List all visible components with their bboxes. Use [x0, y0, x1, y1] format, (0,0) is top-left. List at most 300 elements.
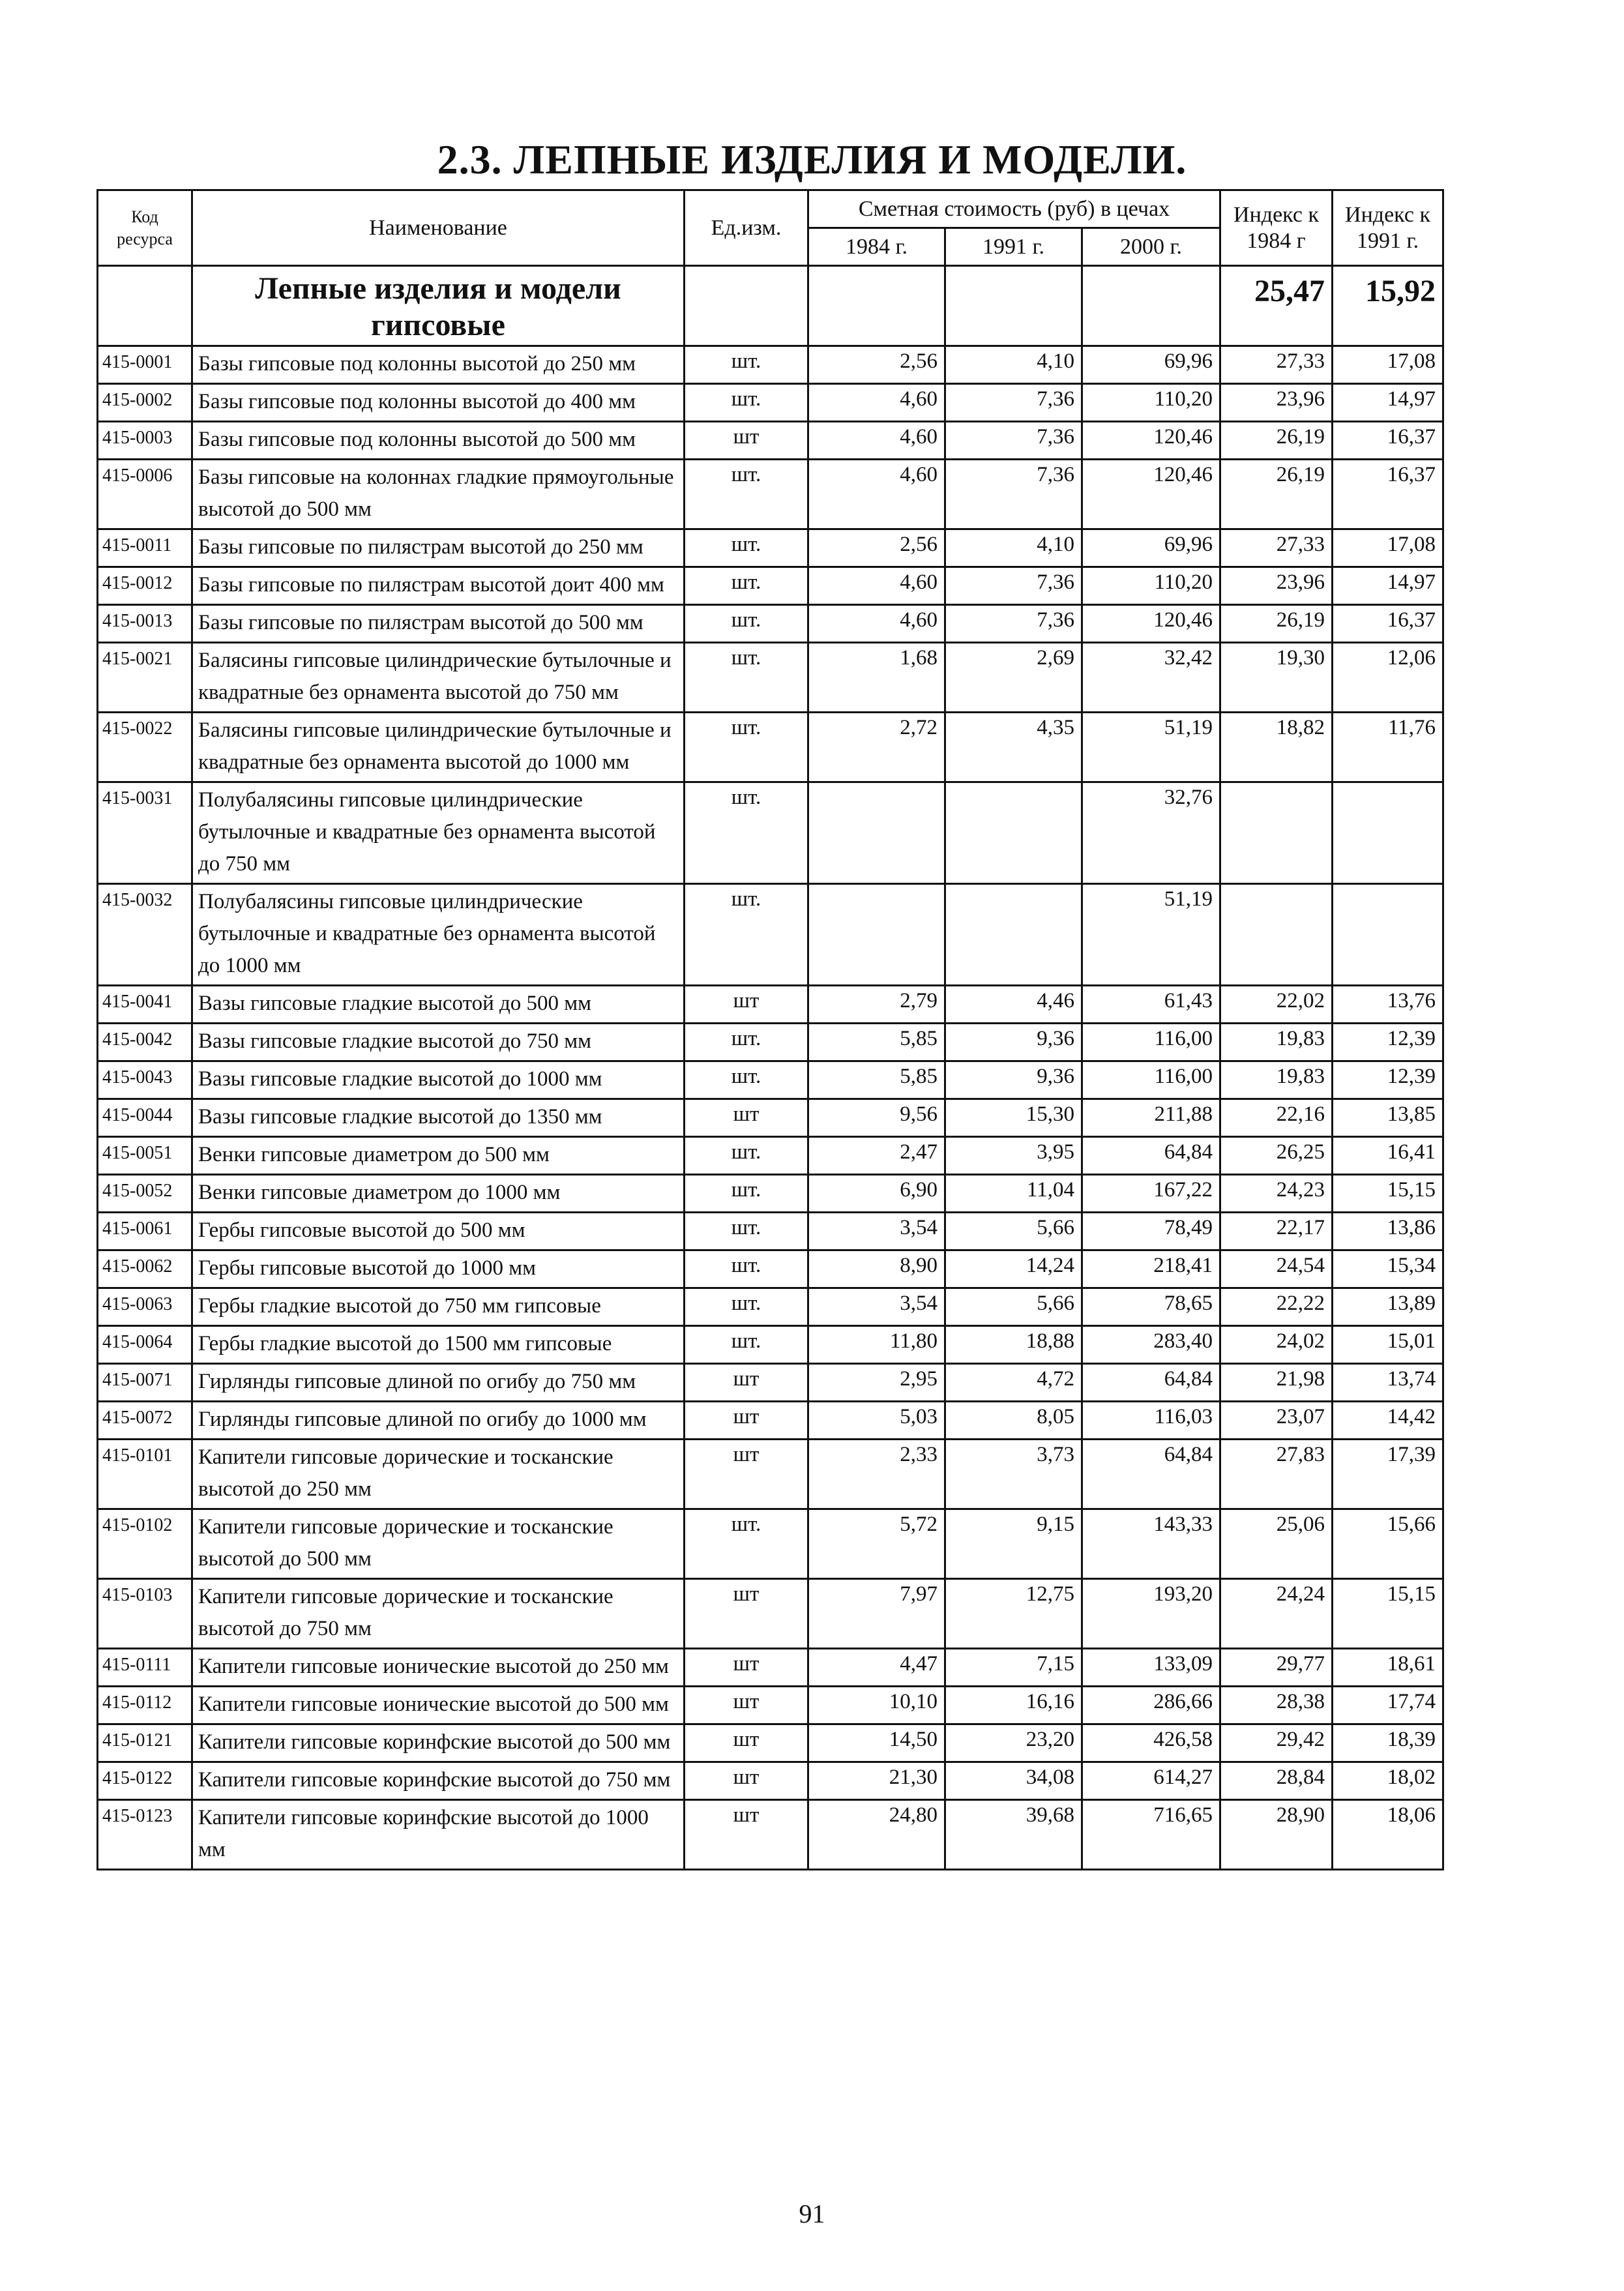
table-row: [98, 1440, 1443, 1509]
index-1984: 29,42: [1220, 1724, 1333, 1762]
item-name: Вазы гипсовые гладкие высотой до 1350 мм: [192, 1099, 685, 1137]
cost-1984: 6,90: [808, 1175, 945, 1213]
cost-1991: 7,36: [945, 422, 1082, 460]
unit: шт.: [685, 460, 808, 529]
cost-1984: 2,95: [808, 1364, 945, 1402]
item-name: Капители гипсовые коринфские высотой до 750 мм: [192, 1762, 685, 1800]
index-1991: [1333, 884, 1443, 986]
table-row: [98, 1137, 1443, 1175]
cost-1984: 5,85: [808, 1061, 945, 1099]
cost-2000: 426,58: [1082, 1724, 1220, 1762]
unit: шт.: [685, 1509, 808, 1579]
index-1991: [1333, 782, 1443, 884]
index-1984: 23,96: [1220, 567, 1333, 605]
table-row: [98, 1762, 1443, 1800]
cost-2000: 32,42: [1082, 643, 1220, 713]
cost-1991: 34,08: [945, 1762, 1082, 1800]
resource-code: 415-0022: [98, 713, 192, 782]
table-row: [98, 1213, 1443, 1250]
cost-1991: 7,36: [945, 567, 1082, 605]
cost-1984: 2,33: [808, 1440, 945, 1509]
item-name: Гирлянды гипсовые длиной по огибу до 1000 мм: [192, 1402, 685, 1440]
table-row: [98, 384, 1443, 422]
resource-code: 415-0006: [98, 460, 192, 529]
unit: шт.: [685, 782, 808, 884]
cost-1991: 14,24: [945, 1250, 1082, 1288]
table-row: [98, 1364, 1443, 1402]
item-name: Капители гипсовые дорические и тосканские высотой до 250 мм: [192, 1440, 685, 1509]
price-table: [96, 189, 1444, 1870]
index-1984: 22,16: [1220, 1099, 1333, 1137]
header-1984: 1984 г.: [808, 228, 945, 266]
index-1991: 12,06: [1333, 643, 1443, 713]
table-row: [98, 884, 1443, 986]
resource-code: 415-0071: [98, 1364, 192, 1402]
header-2000: 2000 г.: [1082, 228, 1220, 266]
cost-1991: 5,66: [945, 1213, 1082, 1250]
cost-2000: 716,65: [1082, 1800, 1220, 1870]
table-row: [98, 1649, 1443, 1687]
cost-2000: 64,84: [1082, 1364, 1220, 1402]
index-1984: 22,02: [1220, 986, 1333, 1024]
item-name: Балясины гипсовые цилиндрические бутылочные и квадратные без орнамента высотой до 1000 мм: [192, 713, 685, 782]
table-row: [98, 1800, 1443, 1870]
cost-1991: 5,66: [945, 1288, 1082, 1326]
index-1984: 19,83: [1220, 1024, 1333, 1061]
header-1991: 1991 г.: [945, 228, 1082, 266]
unit: шт: [685, 1579, 808, 1649]
index-1984: 27,33: [1220, 529, 1333, 567]
cost-1991: 12,75: [945, 1579, 1082, 1649]
cost-1984: [808, 782, 945, 884]
cost-1984: 21,30: [808, 1762, 945, 1800]
unit: шт.: [685, 346, 808, 384]
index-1984: 24,24: [1220, 1579, 1333, 1649]
cost-2000: 78,65: [1082, 1288, 1220, 1326]
header-cost-group: Сметная стоимость (руб) в цечах: [808, 190, 1220, 228]
resource-code: 415-0052: [98, 1175, 192, 1213]
cost-1984: 4,60: [808, 460, 945, 529]
index-1984: 26,19: [1220, 422, 1333, 460]
table-row: [98, 567, 1443, 605]
resource-code: 415-0003: [98, 422, 192, 460]
section-title: Лепные изделия и модели гипсовые: [192, 266, 685, 346]
table-row: [98, 1579, 1443, 1649]
index-1984: 22,22: [1220, 1288, 1333, 1326]
index-1991: 13,74: [1333, 1364, 1443, 1402]
table-row: [98, 713, 1443, 782]
index-1984: 21,98: [1220, 1364, 1333, 1402]
item-name: Базы гипсовые под колонны высотой до 400 мм: [192, 384, 685, 422]
cost-1991: 39,68: [945, 1800, 1082, 1870]
item-name: Капители гипсовые коринфские высотой до 500 мм: [192, 1724, 685, 1762]
cost-2000: 286,66: [1082, 1687, 1220, 1724]
index-1991: 18,02: [1333, 1762, 1443, 1800]
item-name: Базы гипсовые на колоннах гладкие прямоугольные высотой до 500 мм: [192, 460, 685, 529]
index-1991: 17,74: [1333, 1687, 1443, 1724]
unit: шт.: [685, 884, 808, 986]
unit: шт: [685, 986, 808, 1024]
item-name: Вазы гипсовые гладкие высотой до 750 мм: [192, 1024, 685, 1061]
cost-1984: 8,90: [808, 1250, 945, 1288]
item-name: Капители гипсовые дорические и тосканские высотой до 750 мм: [192, 1579, 685, 1649]
item-name: Базы гипсовые по пилястрам высотой до 250 мм: [192, 529, 685, 567]
table-row: [98, 1099, 1443, 1137]
resource-code: 415-0002: [98, 384, 192, 422]
cost-1991: 23,20: [945, 1724, 1082, 1762]
index-1984: 24,54: [1220, 1250, 1333, 1288]
index-1991: 11,76: [1333, 713, 1443, 782]
index-1991: 17,39: [1333, 1440, 1443, 1509]
unit: шт: [685, 1364, 808, 1402]
resource-code: 415-0021: [98, 643, 192, 713]
item-name: Гербы гладкие высотой до 750 мм гипсовые: [192, 1288, 685, 1326]
unit: шт.: [685, 529, 808, 567]
cost-1991: 9,36: [945, 1061, 1082, 1099]
unit: шт: [685, 1649, 808, 1687]
cost-2000: 614,27: [1082, 1762, 1220, 1800]
cost-2000: 211,88: [1082, 1099, 1220, 1137]
resource-code: 415-0064: [98, 1326, 192, 1364]
resource-code: 415-0103: [98, 1579, 192, 1649]
index-1991: 16,37: [1333, 605, 1443, 643]
index-1991: 15,15: [1333, 1579, 1443, 1649]
cost-1991: 4,10: [945, 529, 1082, 567]
cost-1991: 4,35: [945, 713, 1082, 782]
unit: шт.: [685, 1061, 808, 1099]
cost-1984: 4,47: [808, 1649, 945, 1687]
cost-1991: [945, 884, 1082, 986]
index-1984: 24,23: [1220, 1175, 1333, 1213]
unit: шт.: [685, 1137, 808, 1175]
item-name: Капители гипсовые ионические высотой до 500 мм: [192, 1687, 685, 1724]
cost-1984: 7,97: [808, 1579, 945, 1649]
cost-1991: 11,04: [945, 1175, 1082, 1213]
cost-1991: 8,05: [945, 1402, 1082, 1440]
unit: шт.: [685, 1250, 808, 1288]
cost-1984: 1,68: [808, 643, 945, 713]
unit: шт.: [685, 1213, 808, 1250]
cost-1991: [945, 782, 1082, 884]
index-1984: 19,30: [1220, 643, 1333, 713]
section-2000-cell: [1082, 266, 1220, 346]
index-1984: [1220, 884, 1333, 986]
resource-code: 415-0101: [98, 1440, 192, 1509]
index-1984: 26,19: [1220, 605, 1333, 643]
section-unit-cell: [685, 266, 808, 346]
page-title: 2.3. ЛЕПНЫЕ ИЗДЕЛИЯ И МОДЕЛИ.: [437, 136, 1187, 183]
unit: шт: [685, 1762, 808, 1800]
table-row: [98, 1402, 1443, 1440]
resource-code: 415-0063: [98, 1288, 192, 1326]
index-1991: 13,76: [1333, 986, 1443, 1024]
cost-1991: 4,46: [945, 986, 1082, 1024]
cost-1991: 7,15: [945, 1649, 1082, 1687]
item-name: Базы гипсовые по пилястрам высотой доит 400 мм: [192, 567, 685, 605]
cost-1991: 18,88: [945, 1326, 1082, 1364]
index-1991: 13,86: [1333, 1213, 1443, 1250]
cost-2000: 116,00: [1082, 1024, 1220, 1061]
cost-2000: 116,00: [1082, 1061, 1220, 1099]
cost-1984: 2,47: [808, 1137, 945, 1175]
item-name: Базы гипсовые под колонны высотой до 250 мм: [192, 346, 685, 384]
resource-code: 415-0013: [98, 605, 192, 643]
index-1991: 12,39: [1333, 1061, 1443, 1099]
cost-2000: 120,46: [1082, 605, 1220, 643]
section-row: [98, 266, 1443, 346]
header-index-1984: Индекс к 1984 г: [1220, 190, 1333, 266]
index-1984: 23,07: [1220, 1402, 1333, 1440]
table-row: [98, 460, 1443, 529]
table-row: [98, 605, 1443, 643]
cost-1984: 4,60: [808, 567, 945, 605]
cost-1991: 7,36: [945, 605, 1082, 643]
cost-2000: 218,41: [1082, 1250, 1220, 1288]
cost-2000: 61,43: [1082, 986, 1220, 1024]
cost-1984: 2,79: [808, 986, 945, 1024]
cost-2000: 116,03: [1082, 1402, 1220, 1440]
cost-1984: [808, 884, 945, 986]
table-header: [98, 190, 1443, 266]
table-row: [98, 1250, 1443, 1288]
cost-1984: 4,60: [808, 422, 945, 460]
cost-2000: 120,46: [1082, 460, 1220, 529]
index-1991: 16,37: [1333, 422, 1443, 460]
cost-1991: 2,69: [945, 643, 1082, 713]
resource-code: 415-0122: [98, 1762, 192, 1800]
index-1991: 16,37: [1333, 460, 1443, 529]
index-1991: 15,66: [1333, 1509, 1443, 1579]
table-row: [98, 1326, 1443, 1364]
index-1984: 26,19: [1220, 460, 1333, 529]
unit: шт: [685, 1724, 808, 1762]
unit: шт: [685, 422, 808, 460]
table-row: [98, 529, 1443, 567]
cost-2000: 283,40: [1082, 1326, 1220, 1364]
cost-1984: 10,10: [808, 1687, 945, 1724]
table-row: [98, 986, 1443, 1024]
index-1991: 14,42: [1333, 1402, 1443, 1440]
cost-1984: 4,60: [808, 605, 945, 643]
item-name: Венки гипсовые диаметром до 1000 мм: [192, 1175, 685, 1213]
cost-1991: 3,95: [945, 1137, 1082, 1175]
resource-code: 415-0032: [98, 884, 192, 986]
index-1984: 19,83: [1220, 1061, 1333, 1099]
header-index-1991: Индекс к 1991 г.: [1333, 190, 1443, 266]
index-1991: 15,15: [1333, 1175, 1443, 1213]
item-name: Капители гипсовые дорические и тосканские высотой до 500 мм: [192, 1509, 685, 1579]
index-1984: 18,82: [1220, 713, 1333, 782]
unit: шт: [685, 1099, 808, 1137]
header-code: Код ресурса: [98, 190, 192, 266]
cost-1991: 4,10: [945, 346, 1082, 384]
index-1991: 17,08: [1333, 529, 1443, 567]
cost-2000: 133,09: [1082, 1649, 1220, 1687]
resource-code: 415-0111: [98, 1649, 192, 1687]
cost-1984: 24,80: [808, 1800, 945, 1870]
table-row: [98, 1687, 1443, 1724]
index-1991: 18,39: [1333, 1724, 1443, 1762]
table-row: [98, 643, 1443, 713]
item-name: Гербы гипсовые высотой до 1000 мм: [192, 1250, 685, 1288]
index-1991: 13,85: [1333, 1099, 1443, 1137]
unit: шт.: [685, 384, 808, 422]
index-1984: 27,33: [1220, 346, 1333, 384]
table-row: [98, 1509, 1443, 1579]
cost-1984: 9,56: [808, 1099, 945, 1137]
header-name: Наименование: [192, 190, 685, 266]
cost-1984: 4,60: [808, 384, 945, 422]
item-name: Гирлянды гипсовые длиной по огибу до 750 мм: [192, 1364, 685, 1402]
cost-2000: 110,20: [1082, 384, 1220, 422]
table-row: [98, 1024, 1443, 1061]
cost-2000: 51,19: [1082, 713, 1220, 782]
index-1984: 24,02: [1220, 1326, 1333, 1364]
index-1991: 15,34: [1333, 1250, 1443, 1288]
unit: шт.: [685, 567, 808, 605]
cost-1991: 7,36: [945, 384, 1082, 422]
resource-code: 415-0001: [98, 346, 192, 384]
cost-1984: 14,50: [808, 1724, 945, 1762]
unit: шт: [685, 1440, 808, 1509]
index-1984: 25,06: [1220, 1509, 1333, 1579]
cost-2000: 69,96: [1082, 529, 1220, 567]
index-1991: 14,97: [1333, 567, 1443, 605]
cost-2000: 167,22: [1082, 1175, 1220, 1213]
section-index-1984: 25,47: [1220, 266, 1333, 346]
cost-2000: 51,19: [1082, 884, 1220, 986]
item-name: Капители гипсовые ионические высотой до 250 мм: [192, 1649, 685, 1687]
index-1991: 15,01: [1333, 1326, 1443, 1364]
item-name: Полубалясины гипсовые цилиндрические бутылочные и квадратные без орнамента высотой до 1000 мм: [192, 884, 685, 986]
unit: шт.: [685, 605, 808, 643]
unit: шт.: [685, 713, 808, 782]
unit: шт.: [685, 1175, 808, 1213]
item-name: Гербы гипсовые высотой до 500 мм: [192, 1213, 685, 1250]
cost-1991: 9,36: [945, 1024, 1082, 1061]
index-1984: 28,38: [1220, 1687, 1333, 1724]
page-number: 91: [799, 2199, 825, 2228]
item-name: Балясины гипсовые цилиндрические бутылочные и квадратные без орнамента высотой до 750 мм: [192, 643, 685, 713]
index-1991: 14,97: [1333, 384, 1443, 422]
index-1984: 26,25: [1220, 1137, 1333, 1175]
cost-2000: 120,46: [1082, 422, 1220, 460]
resource-code: 415-0031: [98, 782, 192, 884]
resource-code: 415-0112: [98, 1687, 192, 1724]
cost-1984: 5,03: [808, 1402, 945, 1440]
cost-1991: 15,30: [945, 1099, 1082, 1137]
cost-1984: 3,54: [808, 1288, 945, 1326]
cost-1984: 5,85: [808, 1024, 945, 1061]
table-row: [98, 782, 1443, 884]
resource-code: 415-0123: [98, 1800, 192, 1870]
item-name: Полубалясины гипсовые цилиндрические бутылочные и квадратные без орнамента высотой до 750 мм: [192, 782, 685, 884]
item-name: Венки гипсовые диаметром до 500 мм: [192, 1137, 685, 1175]
index-1991: 12,39: [1333, 1024, 1443, 1061]
resource-code: 415-0012: [98, 567, 192, 605]
cost-1991: 4,72: [945, 1364, 1082, 1402]
index-1984: 29,77: [1220, 1649, 1333, 1687]
index-1984: [1220, 782, 1333, 884]
resource-code: 415-0041: [98, 986, 192, 1024]
index-1984: 28,84: [1220, 1762, 1333, 1800]
unit: шт: [685, 1800, 808, 1870]
section-index-1991: 15,92: [1333, 266, 1443, 346]
resource-code: 415-0062: [98, 1250, 192, 1288]
cost-1984: 2,56: [808, 529, 945, 567]
cost-1984: 5,72: [808, 1509, 945, 1579]
table-row: [98, 1288, 1443, 1326]
index-1991: 18,61: [1333, 1649, 1443, 1687]
resource-code: 415-0051: [98, 1137, 192, 1175]
cost-1984: 2,72: [808, 713, 945, 782]
cost-2000: 32,76: [1082, 782, 1220, 884]
section-1984-cell: [808, 266, 945, 346]
cost-1991: 16,16: [945, 1687, 1082, 1724]
cost-1984: 2,56: [808, 346, 945, 384]
index-1984: 22,17: [1220, 1213, 1333, 1250]
cost-1991: 3,73: [945, 1440, 1082, 1509]
table-row: [98, 1061, 1443, 1099]
resource-code: 415-0043: [98, 1061, 192, 1099]
section-1991-cell: [945, 266, 1082, 346]
resource-code: 415-0102: [98, 1509, 192, 1579]
cost-2000: 64,84: [1082, 1137, 1220, 1175]
index-1991: 17,08: [1333, 346, 1443, 384]
index-1991: 16,41: [1333, 1137, 1443, 1175]
cost-2000: 69,96: [1082, 346, 1220, 384]
item-name: Вазы гипсовые гладкие высотой до 1000 мм: [192, 1061, 685, 1099]
unit: шт.: [685, 643, 808, 713]
index-1984: 27,83: [1220, 1440, 1333, 1509]
header-unit: Ед.изм.: [685, 190, 808, 266]
cost-1984: 3,54: [808, 1213, 945, 1250]
unit: шт: [685, 1687, 808, 1724]
table-row: [98, 346, 1443, 384]
unit: шт: [685, 1402, 808, 1440]
cost-1984: 11,80: [808, 1326, 945, 1364]
index-1991: 13,89: [1333, 1288, 1443, 1326]
resource-code: 415-0061: [98, 1213, 192, 1250]
table-row: [98, 422, 1443, 460]
item-name: Капители гипсовые коринфские высотой до 1000 мм: [192, 1800, 685, 1870]
resource-code: 415-0044: [98, 1099, 192, 1137]
item-name: Гербы гладкие высотой до 1500 мм гипсовые: [192, 1326, 685, 1364]
unit: шт.: [685, 1326, 808, 1364]
index-1991: 18,06: [1333, 1800, 1443, 1870]
index-1984: 23,96: [1220, 384, 1333, 422]
cost-2000: 110,20: [1082, 567, 1220, 605]
item-name: Базы гипсовые под колонны высотой до 500 мм: [192, 422, 685, 460]
item-name: Базы гипсовые по пилястрам высотой до 500 мм: [192, 605, 685, 643]
cost-1991: 7,36: [945, 460, 1082, 529]
cost-2000: 193,20: [1082, 1579, 1220, 1649]
table-row: [98, 1724, 1443, 1762]
cost-1991: 9,15: [945, 1509, 1082, 1579]
cost-2000: 143,33: [1082, 1509, 1220, 1579]
resource-code: 415-0042: [98, 1024, 192, 1061]
resource-code: 415-0121: [98, 1724, 192, 1762]
cost-2000: 64,84: [1082, 1440, 1220, 1509]
unit: шт.: [685, 1024, 808, 1061]
unit: шт.: [685, 1288, 808, 1326]
section-code-cell: [98, 266, 192, 346]
cost-2000: 78,49: [1082, 1213, 1220, 1250]
index-1984: 28,90: [1220, 1800, 1333, 1870]
table-row: [98, 1175, 1443, 1213]
resource-code: 415-0072: [98, 1402, 192, 1440]
item-name: Вазы гипсовые гладкие высотой до 500 мм: [192, 986, 685, 1024]
